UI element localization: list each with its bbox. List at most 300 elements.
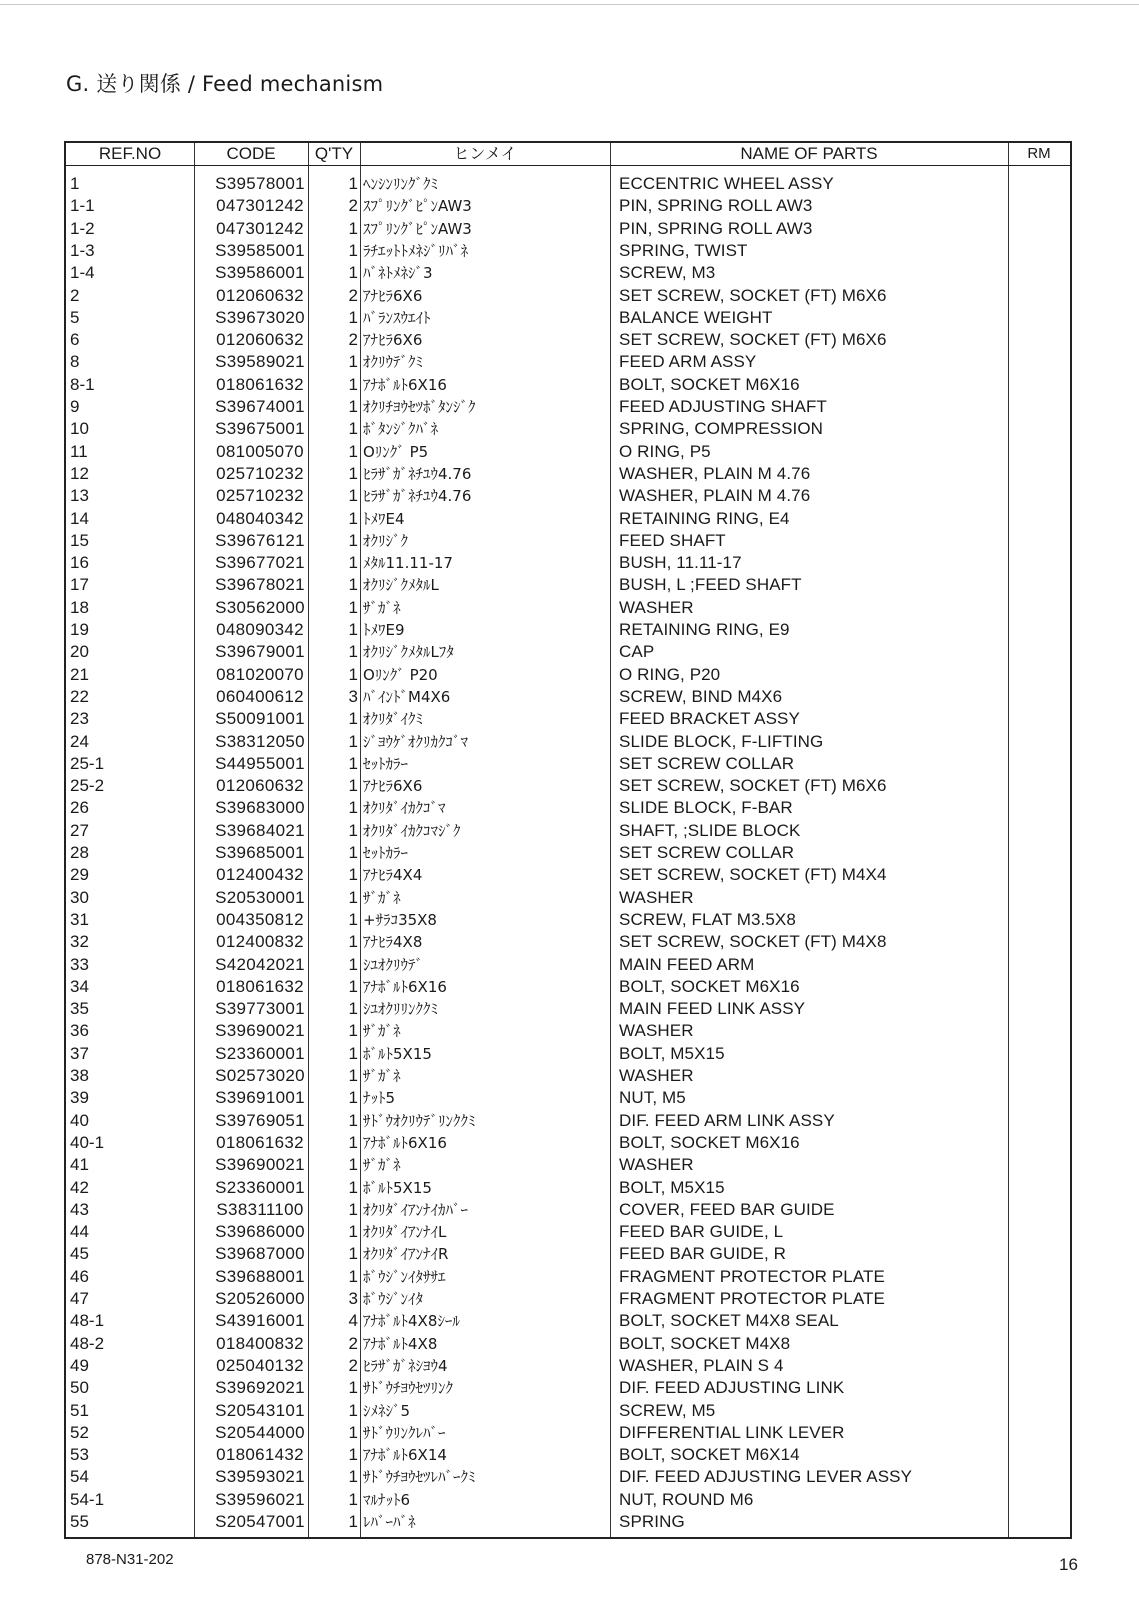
hinmei-cell: ｱﾅﾎﾞﾙﾄ4X8ｼｰﾙ [363,1312,460,1331]
ref-no-cell: 40 [70,1110,89,1130]
ref-no-cell: 35 [70,999,89,1019]
ref-no-cell: 26 [70,798,89,818]
qty-cell: 1 [348,1177,358,1197]
code-cell: S39691001 [215,1088,305,1108]
table-row [66,976,1070,998]
code-cell: S20543101 [215,1400,305,1420]
hinmei-cell: ｵｸﾘｼﾞｸ [363,531,409,550]
hinmei-cell: ｱﾅﾎﾞﾙﾄ6X16 [363,1133,447,1152]
table-row [66,731,1070,753]
ref-no-cell: 48-2 [70,1333,105,1353]
qty-cell: 1 [348,419,358,439]
ref-no-cell: 24 [70,731,89,751]
ref-no-cell: 6 [70,330,80,350]
parts-table [64,141,1072,1539]
qty-cell: 1 [348,642,358,662]
code-cell: 060400612 [216,686,304,706]
part-name-cell: SET SCREW COLLAR [619,843,795,862]
hinmei-cell: ﾋﾗｻﾞｶﾞﾈﾁﾕｳ4.76 [363,464,472,483]
table-row [66,686,1070,708]
part-name-cell: SLIDE BLOCK, F-LIFTING [619,731,824,751]
qty-cell: 1 [348,597,358,617]
qty-cell: 1 [348,1378,358,1398]
ref-no-cell: 23 [70,709,89,729]
qty-cell: 1 [348,865,358,885]
ref-no-cell: 41 [70,1155,89,1175]
table-row [66,864,1070,886]
part-name-cell: ECCENTRIC WHEEL ASSY [619,174,834,193]
qty-cell: 2 [348,196,358,216]
qty-cell: 1 [348,1467,358,1487]
hinmei-cell: ｱﾅﾎﾞﾙﾄ6X14 [363,1446,447,1465]
hinmei-cell: Oﾘﾝｸﾞ P20 [363,665,438,684]
table-row [66,1377,1070,1399]
table-row [66,1132,1070,1154]
table-row [66,508,1070,530]
table-row [66,1087,1070,1109]
hinmei-cell: ｵｸﾘﾀﾞｲｶｸｺﾏｼﾞｸ [363,821,461,840]
qty-cell: 1 [348,887,358,907]
table-row [66,441,1070,463]
code-cell: S39678021 [215,575,305,595]
table-row [66,552,1070,574]
qty-cell: 1 [348,843,358,862]
ref-no-cell: 10 [70,419,89,439]
part-name-cell: SET SCREW, SOCKET (FT) M4X8 [619,932,887,952]
ref-no-cell: 39 [70,1088,89,1108]
code-cell: S39683000 [215,798,305,818]
qty-cell: 1 [348,352,358,372]
code-cell: S39578001 [215,174,305,193]
code-cell: S38311100 [216,1199,304,1219]
hinmei-cell: ｱﾅﾋﾗ6X6 [363,286,423,305]
hinmei-cell: ﾗﾁｴｯﾄﾄﾒﾈｼﾞﾘﾊﾞﾈ [363,241,469,260]
header-hinmei: ヒンメイ [453,144,517,163]
hinmei-cell: ｱﾅﾋﾗ4X4 [363,866,423,885]
part-name-cell: PIN, SPRING ROLL AW3 [619,196,813,216]
qty-cell: 1 [348,441,358,461]
ref-no-cell: 20 [70,642,89,662]
code-cell: 012060632 [216,330,304,350]
code-cell: 012060632 [216,285,304,305]
table-row [66,909,1070,931]
qty-cell: 1 [348,1088,358,1108]
qty-cell: 4 [348,1311,358,1331]
scan-top-rule [0,4,1139,5]
qty-cell: 1 [348,1021,358,1041]
ref-no-cell: 1-2 [70,218,95,238]
qty-cell: 1 [348,530,358,550]
code-cell: S23360001 [215,1043,305,1063]
code-cell: S39684021 [215,820,305,840]
ref-no-cell: 43 [70,1199,89,1219]
ref-no-cell: 30 [70,887,89,907]
table-row [66,1400,1070,1422]
part-name-cell: BOLT, M5X15 [619,1177,725,1197]
code-cell: S39593021 [215,1467,305,1487]
table-row [66,664,1070,686]
part-name-cell: SET SCREW, SOCKET (FT) M6X6 [619,285,887,305]
table-row [66,1511,1070,1533]
ref-no-cell: 28 [70,843,89,862]
hinmei-cell: ｼﾞﾖｳｹﾞｵｸﾘｶｸｺﾞﾏ [363,732,469,751]
qty-cell: 1 [348,508,358,528]
qty-cell: 1 [348,1066,358,1085]
code-cell: 012060632 [216,776,304,796]
header-rm: RM [1027,145,1051,162]
hinmei-cell: ﾏﾙﾅｯﾄ6 [363,1490,411,1509]
ref-no-cell: 48-1 [70,1311,105,1331]
qty-cell: 1 [348,1043,358,1063]
table-row [66,1422,1070,1444]
part-name-cell: SCREW, BIND M4X6 [619,686,783,706]
hinmei-cell: ｵｸﾘﾀﾞｲｸﾐ [363,710,424,729]
qty-cell: 3 [348,1289,358,1308]
ref-no-cell: 54-1 [70,1489,105,1509]
table-row [66,329,1070,351]
table-row [66,1110,1070,1132]
qty-cell: 1 [348,1222,358,1242]
qty-cell: 1 [348,999,358,1019]
ref-no-cell: 17 [70,575,89,595]
code-cell: S30562000 [215,597,305,617]
hinmei-cell: ﾋﾗｻﾞｶﾞﾈｼﾖｳ4 [363,1356,448,1375]
part-name-cell: WASHER [619,1155,694,1175]
hinmei-cell: ｻﾞｶﾞﾈ [363,1156,401,1175]
ref-no-cell: 1-1 [70,196,95,216]
ref-no-cell: 42 [70,1177,89,1197]
header-qty: Q'TY [314,144,354,163]
part-name-cell: DIF. FEED ADJUSTING LEVER ASSY [619,1467,913,1487]
hinmei-cell: ｻﾄﾞｳｵｸﾘｳﾃﾞﾘﾝｸｸﾐ [363,1111,476,1130]
hinmei-cell: ｱﾅﾎﾞﾙﾄ6X16 [363,375,447,394]
qty-cell: 1 [348,776,358,796]
hinmei-cell: ｱﾅﾎﾞﾙﾄ4X8 [363,1334,438,1353]
ref-no-cell: 33 [70,954,89,974]
qty-cell: 2 [348,1333,358,1353]
part-name-cell: BOLT, SOCKET M6X16 [619,374,800,394]
qty-cell: 1 [348,932,358,952]
code-cell: 025710232 [216,463,304,483]
table-row [66,240,1070,262]
code-cell: S20547001 [215,1512,305,1531]
ref-no-cell: 31 [70,909,89,929]
qty-cell: 1 [348,620,358,639]
ref-no-cell: 51 [70,1400,89,1420]
ref-no-cell: 1 [70,174,80,193]
part-name-cell: SPRING, TWIST [619,240,748,260]
table-row [66,887,1070,909]
qty-cell: 3 [348,686,358,706]
part-name-cell: FEED BAR GUIDE, L [619,1222,784,1242]
code-cell: 018061632 [216,1132,304,1152]
part-name-cell: FEED BRACKET ASSY [619,709,800,729]
part-name-cell: BOLT, SOCKET M6X14 [619,1445,800,1465]
table-row [66,195,1070,217]
hinmei-cell: ﾎﾞﾀﾝｼﾞｸﾊﾞﾈ [363,420,439,439]
table-row [66,1333,1070,1355]
part-name-cell: WASHER [619,887,694,907]
part-name-cell: SPRING, COMPRESSION [619,419,824,439]
table-row [66,641,1070,663]
hinmei-cell: ﾊﾞﾗﾝｽｳｴｲﾄ [363,308,431,327]
code-cell: S38312050 [215,731,305,751]
code-cell: S39686000 [215,1222,305,1242]
ref-no-cell: 52 [70,1422,89,1442]
ref-no-cell: 38 [70,1066,89,1085]
code-cell: S23360001 [215,1177,305,1197]
qty-cell: 1 [348,1445,358,1465]
hinmei-cell: ｻﾄﾞｳﾁﾖｳｾﾂﾚﾊﾞｰｸﾐ [363,1468,476,1487]
part-name-cell: BUSH, L ;FEED SHAFT [619,575,802,595]
code-cell: S39773001 [215,999,305,1019]
ref-no-cell: 25-1 [70,753,105,773]
hinmei-cell: ﾍﾝｼﾝﾘﾝｸﾞｸﾐ [363,175,439,193]
ref-no-cell: 25-2 [70,776,105,796]
table-row [66,1177,1070,1199]
code-cell: 081020070 [216,664,304,684]
page-number: 16 [1059,1555,1078,1574]
hinmei-cell: ﾄﾒﾜE9 [363,621,405,639]
hinmei-cell: Oﾘﾝｸﾞ P5 [363,442,429,461]
part-name-cell: NUT, M5 [619,1088,686,1108]
part-name-cell: SET SCREW, SOCKET (FT) M6X6 [619,330,887,350]
part-name-cell: COVER, FEED BAR GUIDE [619,1199,835,1219]
qty-cell: 1 [348,486,358,506]
code-cell: S39675001 [215,419,305,439]
code-cell: S39676121 [215,530,305,550]
ref-no-cell: 53 [70,1445,89,1465]
qty-cell: 1 [348,753,358,773]
part-name-cell: BALANCE WEIGHT [619,307,773,327]
part-name-cell: SET SCREW, SOCKET (FT) M4X4 [619,865,887,885]
table-row [66,1444,1070,1466]
code-cell: S39687000 [215,1244,305,1264]
qty-cell: 1 [348,664,358,684]
table-row [66,842,1070,864]
table-row [66,708,1070,730]
hinmei-cell: +ｻﾗｺ35X8 [363,910,437,929]
table-row [66,954,1070,976]
qty-cell: 1 [348,709,358,729]
part-name-cell: DIFFERENTIAL LINK LEVER [619,1422,845,1442]
ref-no-cell: 22 [70,686,89,706]
part-name-cell: BOLT, M5X15 [619,1043,725,1063]
qty-cell: 1 [348,1155,358,1175]
table-row [66,1065,1070,1087]
table-row [66,307,1070,329]
hinmei-cell: ｵｸﾘﾀﾞｲｶｸｺﾞﾏ [363,799,446,818]
hinmei-cell: ｽﾌﾟﾘﾝｸﾞﾋﾟﾝAW3 [363,197,472,216]
hinmei-cell: ﾎﾞﾙﾄ5X15 [363,1178,432,1197]
part-name-cell: SHAFT, ;SLIDE BLOCK [619,820,801,840]
table-row [66,1288,1070,1310]
code-cell: 018061432 [216,1445,304,1465]
table-row [66,1043,1070,1065]
part-name-cell: MAIN FEED ARM [619,954,755,974]
ref-no-cell: 14 [70,508,89,528]
hinmei-cell: ｻﾞｶﾞﾈ [363,1067,401,1085]
qty-cell: 1 [348,397,358,416]
qty-cell: 1 [348,1110,358,1130]
qty-cell: 1 [348,263,358,283]
part-name-cell: BOLT, SOCKET M6X16 [619,1132,800,1152]
table-row [66,797,1070,819]
part-name-cell: WASHER [619,1066,694,1085]
code-cell: 012400432 [216,865,304,885]
code-cell: 048090342 [216,620,304,639]
ref-no-cell: 1-4 [70,263,95,283]
part-name-cell: NUT, ROUND M6 [619,1489,754,1509]
code-cell: 018061632 [216,374,304,394]
hinmei-cell: ｵｸﾘﾀﾞｲｱﾝﾅｲR [363,1245,449,1264]
ref-no-cell: 9 [70,397,80,416]
code-cell: S42042021 [215,954,305,974]
qty-cell: 1 [348,575,358,595]
code-cell: S50091001 [215,709,305,729]
ref-no-cell: 32 [70,932,89,952]
ref-no-cell: 49 [70,1355,89,1375]
ref-no-cell: 47 [70,1289,89,1308]
part-name-cell: WASHER [619,597,694,617]
code-cell: S20526000 [215,1289,305,1308]
ref-no-cell: 46 [70,1266,89,1286]
document-number: 878-N31-202 [86,1551,174,1568]
qty-cell: 1 [348,731,358,751]
part-name-cell: SCREW, FLAT M3.5X8 [619,909,796,929]
part-name-cell: O RING, P5 [619,441,711,461]
hinmei-cell: ｾｯﾄｶﾗｰ [363,754,409,773]
hinmei-cell: ｱﾅﾋﾗ6X6 [363,331,423,350]
qty-cell: 1 [348,909,358,929]
qty-cell: 1 [348,218,358,238]
table-row [66,1243,1070,1265]
qty-cell: 1 [348,1132,358,1152]
ref-no-cell: 19 [70,620,89,639]
page-title: G. 送り関係 / Feed mechanism [66,72,384,96]
qty-cell: 1 [348,307,358,327]
hinmei-cell: ｱﾅﾋﾗ4X8 [363,933,423,952]
code-cell: 004350812 [216,909,304,929]
hinmei-cell: ｻﾞｶﾞﾈ [363,1022,401,1041]
code-cell: S39586001 [215,263,305,283]
hinmei-cell: ﾚﾊﾞｰﾊﾞﾈ [363,1513,416,1531]
code-cell: S39769051 [215,1110,305,1130]
part-name-cell: WASHER, PLAIN M 4.76 [619,463,811,483]
part-name-cell: BOLT, SOCKET M6X16 [619,976,800,996]
ref-no-cell: 44 [70,1222,89,1242]
ref-no-cell: 15 [70,530,89,550]
qty-cell: 1 [348,798,358,818]
table-row [66,218,1070,240]
part-name-cell: SCREW, M5 [619,1400,716,1420]
code-cell: S39679001 [215,642,305,662]
part-name-cell: SET SCREW COLLAR [619,753,795,773]
qty-cell: 2 [348,1355,358,1375]
part-name-cell: DIF. FEED ARM LINK ASSY [619,1110,835,1130]
qty-cell: 1 [348,463,358,483]
code-cell: S39690021 [215,1155,305,1175]
part-name-cell: FRAGMENT PROTECTOR PLATE [619,1266,885,1286]
table-row [66,753,1070,775]
part-name-cell: SLIDE BLOCK, F-BAR [619,798,793,818]
part-name-cell: WASHER, PLAIN S 4 [619,1355,784,1375]
part-name-cell: WASHER, PLAIN M 4.76 [619,486,811,506]
ref-no-cell: 54 [70,1467,89,1487]
header-name-of-parts: NAME OF PARTS [740,144,878,163]
ref-no-cell: 1-3 [70,240,95,260]
code-cell: S39673020 [215,307,305,327]
ref-no-cell: 13 [70,486,89,506]
code-cell: S39692021 [215,1378,305,1398]
qty-cell: 2 [348,330,358,350]
table-row [66,574,1070,596]
code-cell: S43916001 [215,1311,305,1331]
ref-no-cell: 5 [70,307,80,327]
table-header [66,143,1070,166]
ref-no-cell: 27 [70,820,89,840]
header-code: CODE [226,144,276,163]
code-cell: S39674001 [215,397,305,416]
qty-cell: 1 [348,374,358,394]
table-row [66,418,1070,440]
hinmei-cell: ﾋﾗｻﾞｶﾞﾈﾁﾕｳ4.76 [363,487,472,506]
code-cell: 025040132 [216,1355,304,1375]
ref-no-cell: 55 [70,1512,89,1531]
ref-no-cell: 37 [70,1043,89,1063]
table-row [66,1154,1070,1176]
ref-no-cell: 45 [70,1244,89,1264]
code-cell: S02573020 [215,1066,305,1085]
part-name-cell: FRAGMENT PROTECTOR PLATE [619,1289,885,1308]
hinmei-cell: ｵｸﾘｼﾞｸﾒﾀﾙLﾌﾀ [363,643,454,662]
table-row [66,1020,1070,1042]
hinmei-cell: ﾊﾞｲﾝﾄﾞM4X6 [363,687,451,706]
part-name-cell: RETAINING RING, E9 [619,620,790,639]
hinmei-cell: ﾎﾞｳｼﾞﾝｲﾀｻｻｴ [363,1267,446,1286]
table-row [66,285,1070,307]
hinmei-cell: ｵｸﾘﾀﾞｲｱﾝﾅｲｶﾊﾞｰ [363,1200,469,1219]
qty-cell: 1 [348,820,358,840]
hinmei-cell: ｱﾅﾎﾞﾙﾄ6X16 [363,977,447,996]
qty-cell: 1 [348,240,358,260]
hinmei-cell: ｾｯﾄｶﾗｰ [363,844,409,862]
code-cell: S39585001 [215,240,305,260]
table-row [66,463,1070,485]
part-name-cell: O RING, P20 [619,664,721,684]
table-row [66,1466,1070,1488]
hinmei-cell: ｵｸﾘﾀﾞｲｱﾝﾅｲL [363,1223,447,1242]
code-cell: S39677021 [215,553,305,573]
table-row [66,173,1070,195]
ref-no-cell: 16 [70,553,89,573]
code-cell: 018061632 [216,976,304,996]
ref-no-cell: 21 [70,664,89,684]
table-row [66,1221,1070,1243]
table-row [66,1355,1070,1377]
code-cell: 025710232 [216,486,304,506]
table-row [66,1199,1070,1221]
table-row [66,998,1070,1020]
hinmei-cell: ﾎﾞﾙﾄ5X15 [363,1044,432,1063]
part-name-cell: PIN, SPRING ROLL AW3 [619,218,813,238]
ref-no-cell: 12 [70,463,89,483]
hinmei-cell: ｽﾌﾟﾘﾝｸﾞﾋﾟﾝAW3 [363,219,472,238]
ref-no-cell: 34 [70,976,89,996]
table-row [66,396,1070,418]
part-name-cell: SPRING [619,1512,685,1531]
table-row [66,530,1070,552]
